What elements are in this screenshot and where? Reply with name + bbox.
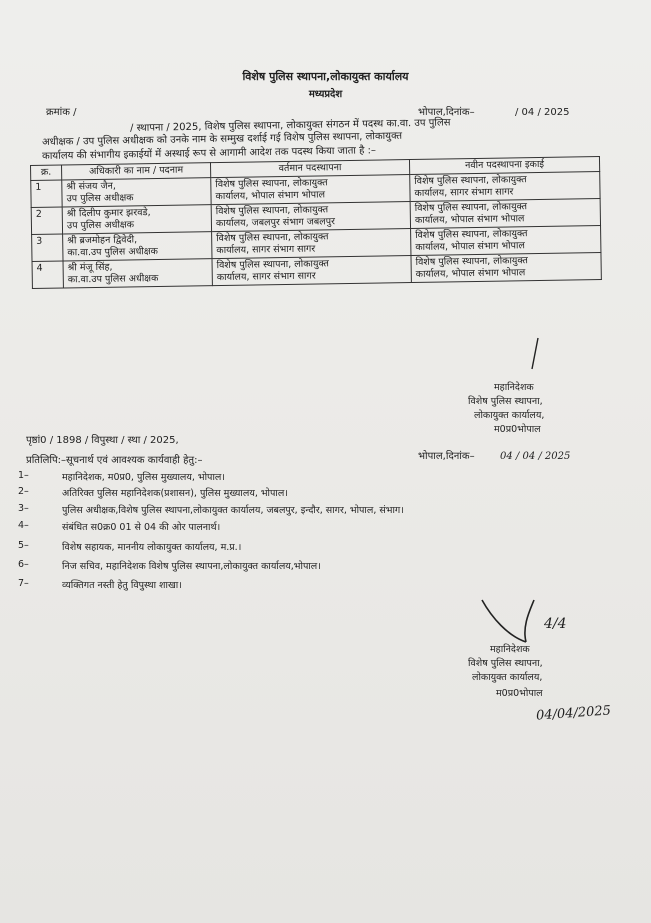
sig1-office-line1: विशेष पुलिस स्थापना, <box>468 396 543 407</box>
order-para-line2: अधीक्षक / उप पुलिस अधीक्षक को उनके नाम के सम्मुख दर्शाई गई विशेष पुलिस स्थापना, लोकायुक्त <box>42 130 403 148</box>
copy-item-number: 3– <box>18 503 29 514</box>
order-date-value: / 04 / 2025 <box>515 107 570 118</box>
new-posting-cell-line: विशेष पुलिस स्थापना, लोकायुक्त <box>415 228 528 241</box>
sig2-initials: 4/4 <box>544 616 567 632</box>
col-header-officer: अधिकारी का नाम / पदनाम <box>62 163 211 180</box>
officer-cell-line: का.वा.उप पुलिस अधीक्षक <box>67 272 159 286</box>
serial-cell-line: 3 <box>36 235 43 247</box>
sig1-office-line2: लोकायुक्त कार्यालय, <box>474 410 545 421</box>
current-posting-cell <box>211 202 410 232</box>
signature-stroke-1 <box>528 336 542 372</box>
copy-item-text: निज सचिव, महानिदेशक विशेष पुलिस स्थापना,लोकायुक्त कार्यालय,भोपाल। <box>62 561 321 572</box>
current-posting-cell <box>211 175 410 205</box>
copy-item-text: अतिरिक्त पुलिस महानिदेशक(प्रशासन), पुलिस मुख्यालय, भोपाल। <box>62 488 288 499</box>
new-posting-cell-line: कार्यालय, भोपाल संभाग भोपाल <box>415 267 526 280</box>
new-posting-cell <box>410 199 600 229</box>
state-name: मध्यप्रदेश <box>308 89 343 100</box>
current-posting-cell-line: कार्यालय, भोपाल संभाग भोपाल <box>215 189 326 203</box>
serial-cell <box>31 180 62 207</box>
new-posting-cell <box>411 253 601 283</box>
order-ref-label: क्रमांक / <box>46 107 77 118</box>
serial-cell <box>31 207 62 234</box>
serial-cell-line: 2 <box>35 208 42 220</box>
sig2-office-line2: लोकायुक्त कार्यालय, <box>472 672 543 683</box>
copy-item-number: 2– <box>18 486 29 497</box>
new-posting-cell-line: विशेष पुलिस स्थापना, लोकायुक्त <box>414 201 528 214</box>
new-posting-cell <box>410 172 600 202</box>
order-ref-number: / स्थापना / 2025, विशेष पुलिस स्थापना, लोकायुक्त संगठन में पदस्थ का.वा. उप पुलिस <box>130 117 451 134</box>
copy-item-text: विशेष सहायक, माननीय लोकायुक्त कार्यालय, म.प्र.। <box>62 542 242 553</box>
copy-item-number: 7– <box>18 578 29 589</box>
new-posting-cell-line: कार्यालय, सागर संभाग सागर <box>414 186 514 199</box>
officer-cell-line: श्री ब्रजमोहन द्विवेदी, <box>67 234 138 247</box>
officer-cell-line: श्री संजय जैन, <box>66 180 116 193</box>
sig2-location: म0प्र0भोपाल <box>496 688 543 699</box>
copy-item-text: पुलिस अधीक्षक,विशेष पुलिस स्थापना,लोकायुक्त कार्यालय, जबलपुर, इन्दौर, सागर, भोपाल, संभाग। <box>62 505 404 516</box>
sig2-date: 04/04/2025 <box>535 703 612 724</box>
officer-cell-line: उप पुलिस अधीक्षक <box>66 192 134 205</box>
sig2-office-line1: विशेष पुलिस स्थापना, <box>468 658 543 669</box>
col-header-new-posting: नवीन पदस्थापना इकाई <box>409 157 599 175</box>
copy-item-number: 5– <box>18 540 29 551</box>
endorsement-date-value: 04 / 04 / 2025 <box>500 451 571 462</box>
endorsement-date-label: भोपाल,दिनांक– <box>418 451 475 462</box>
new-posting-cell-line: विशेष पुलिस स्थापना, लोकायुक्त <box>414 174 527 187</box>
order-date-label: भोपाल,दिनांक– <box>418 107 475 118</box>
copy-item-text: संबंधित स0क्र0 01 से 04 की ओर पालनार्थ। <box>62 522 221 533</box>
sig1-location: म0प्र0भोपाल <box>494 424 541 435</box>
copy-heading: प्रतिलिपि:–सूचनार्थ एवं आवश्यक कार्यवाही हेतु:– <box>26 455 203 466</box>
officer-cell-line: का.वा.उप पुलिस अधीक्षक <box>67 246 159 259</box>
new-posting-cell-line: कार्यालय, भोपाल संभाग भोपाल <box>414 213 525 226</box>
current-posting-cell <box>212 229 411 259</box>
serial-cell <box>32 261 63 288</box>
sig2-designation: महानिदेशक <box>490 644 530 655</box>
posting-table <box>30 156 602 289</box>
current-posting-cell-line: विशेष पुलिस स्थापना, लोकायुक्त <box>216 231 329 245</box>
officer-cell <box>63 259 212 288</box>
new-posting-cell-line: विशेष पुलिस स्थापना, लोकायुक्त <box>415 255 528 268</box>
new-posting-cell <box>411 226 601 256</box>
officer-cell-line: उप पुलिस अधीक्षक <box>66 219 135 232</box>
sig1-designation: महानिदेशक <box>494 382 534 393</box>
office-title: विशेष पुलिस स्थापना,लोकायुक्त कार्यालय <box>242 70 409 83</box>
copy-item-number: 1– <box>18 470 29 481</box>
order-para-line3: कार्यालय की संभागीय इकाईयों में अस्थाई रूप से आगामी आदेश तक पदस्थ किया जाता है :– <box>42 145 377 162</box>
current-posting-cell-line: कार्यालय, सागर संभाग सागर <box>216 270 316 284</box>
col-header-serial: क्र. <box>31 165 62 180</box>
officer-cell-line: श्री दिलीप कुमार झरवडे, <box>66 207 151 220</box>
serial-cell <box>32 234 63 261</box>
copy-item-number: 6– <box>18 559 29 570</box>
current-posting-cell-line: कार्यालय, सागर संभाग सागर <box>216 243 316 257</box>
current-posting-cell-line: विशेष पुलिस स्थापना, लोकायुक्त <box>215 177 328 191</box>
officer-cell <box>63 232 212 261</box>
copy-item-text: महानिदेशक, म0प्र0, पुलिस मुख्यालय, भोपाल। <box>62 472 225 483</box>
current-posting-cell-line: विशेष पुलिस स्थापना, लोकायुक्त <box>215 204 329 218</box>
officer-cell <box>62 205 211 234</box>
copy-item-number: 4– <box>18 520 29 531</box>
copy-item-text: व्यक्तिगत नस्ती हेतु विपुस्था शाखा। <box>62 580 182 591</box>
current-posting-cell-line: कार्यालय, जबलपुर संभाग जबलपुर <box>215 216 336 230</box>
officer-cell <box>62 178 211 207</box>
serial-cell-line: 1 <box>35 181 42 193</box>
current-posting-cell-line: विशेष पुलिस स्थापना, लोकायुक्त <box>216 258 330 272</box>
col-header-current-posting: वर्तमान पदस्थापना <box>210 160 409 178</box>
current-posting-cell <box>212 256 411 286</box>
officer-cell-line: श्री मंजू सिंह, <box>67 261 113 274</box>
endorsement-ref: पृष्ठां0 / 1898 / विपुस्था / स्था / 2025, <box>26 435 179 446</box>
serial-cell-line: 4 <box>36 262 43 274</box>
new-posting-cell-line: कार्यालय, भोपाल संभाग भोपाल <box>415 240 525 253</box>
